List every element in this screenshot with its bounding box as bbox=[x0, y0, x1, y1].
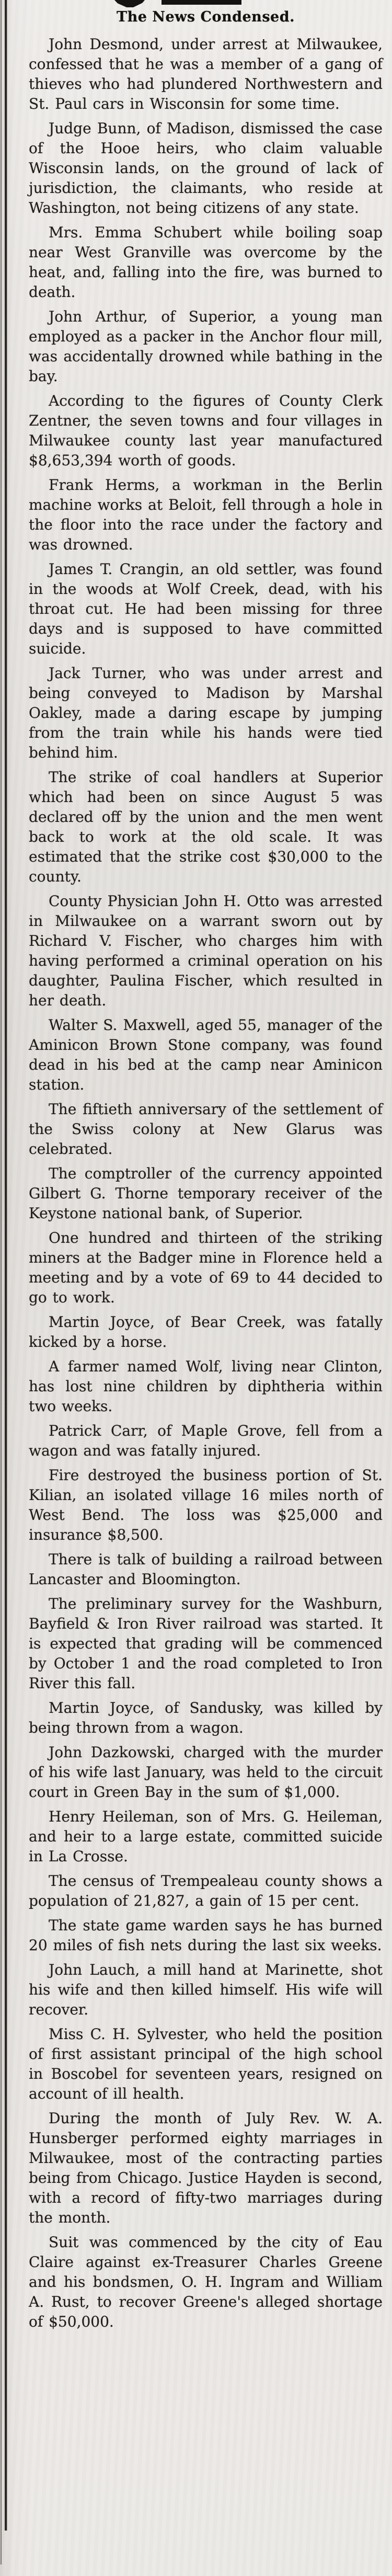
news-paragraph: Suit was commenced by the city of Eau Claire against ex-Treasurer Charles Greene and his bondsmen, O. H. Ingram and William A. Rust, to recover Greene's alleged shortage of $50,000. bbox=[29, 2234, 383, 2330]
news-paragraph: John Dazkowski, charged with the murder of his wife last January, was held to the circuit court in Green Bay in the sum of $1,000. bbox=[29, 1744, 383, 1801]
news-paragraph: Fire destroyed the business portion of St. Kilian, an isolated village 16 miles north of West Bend. The loss was $25,000 and insurance $8,500. bbox=[29, 1467, 383, 1543]
news-paragraph: The comptroller of the currency appointed Gilbert G. Thorne temporary receiver of the Keystone national bank, of Superior. bbox=[29, 1165, 383, 1222]
news-paragraph: During the month of July Rev. W. A. Hunsberger performed eighty marriages in Milwaukee, most of the contracting parties being from Chicago. Justice Hayden is second, with a record of fifty-two marriages during the month. bbox=[29, 2110, 383, 2226]
news-paragraph: Jack Turner, who was under arrest and being conveyed to Madison by Marshal Oakley, made a daring escape by jumping from the train while his hands were tied behind him. bbox=[29, 665, 383, 761]
news-paragraph: The strike of coal handlers at Superior which had been on since August 5 was declared off by the union and the men went back to work at the old scale. It was estimated that the strike cost $30,000 to the county. bbox=[29, 769, 383, 885]
news-paragraph: One hundred and thirteen of the striking miners at the Badger mine in Florence held a meeting and by a vote of 69 to 44 decided to go to work. bbox=[29, 1229, 383, 1306]
news-paragraph: Martin Joyce, of Bear Creek, was fatally kicked by a horse. bbox=[29, 1313, 383, 1350]
news-paragraph: There is talk of building a railroad between Lancaster and Bloomington. bbox=[29, 1551, 383, 1588]
news-paragraph: John Arthur, of Superior, a young man employed as a packer in the Anchor flour mill, was accidentally drowned while bathing in the bay. bbox=[29, 308, 383, 385]
news-paragraph: County Physician John H. Otto was arrested in Milwaukee on a warrant sworn out by Richard V. Fischer, who charges him with having performed a criminal operation on his daughter, Paulina Fischer, which resulted in her death. bbox=[29, 892, 383, 1009]
news-paragraph: The census of Trempealeau county shows a population of 21,827, a gain of 15 per cent. bbox=[29, 1872, 383, 1909]
news-paragraph: The state game warden says he has burned 20 miles of fish nets during the last six weeks. bbox=[29, 1917, 383, 1954]
news-paragraph: John Desmond, under arrest at Milwaukee, confessed that he was a member of a gang of thieves who had plundered Northwestern and St. Paul cars in Wisconsin for some time. bbox=[29, 36, 383, 112]
news-paragraph: Mrs. Emma Schubert while boiling soap near West Granville was overcome by the heat, and, falling into the fire, was burned to death. bbox=[29, 224, 383, 301]
news-paragraph: Judge Bunn, of Madison, dismissed the case of the Hooe heirs, who claim valuable Wisconsin lands, on the ground of lack of jurisdiction, the claimants, who reside at Washington, not being citizens of any state. bbox=[29, 120, 383, 216]
masthead-ornament-icon bbox=[114, 0, 145, 7]
news-paragraph: The fiftieth anniversary of the settlement of the Swiss colony at New Glarus was celebrated. bbox=[29, 1101, 383, 1158]
column-rule bbox=[5, 0, 7, 2531]
news-paragraph: According to the figures of County Clerk Zentner, the seven towns and four villages in Milwaukee county last year manufactured $8,653,394 worth of goods. bbox=[29, 392, 383, 469]
masthead-rule-fragment bbox=[162, 0, 241, 5]
news-paragraph: Martin Joyce, of Sandusky, was killed by being thrown from a wagon. bbox=[29, 1699, 383, 1736]
news-paragraph: The preliminary survey for the Washburn, Bayfield & Iron River railroad was started. It is expected that grading will be commenced by October 1 and the road completed to Iron River this fall. bbox=[29, 1595, 383, 1692]
column-rule-outer bbox=[1, 0, 2, 2564]
news-paragraph: James T. Crangin, an old settler, was found in the woods at Wolf Creek, dead, with his throat cut. He had been missing for three days and is supposed to have committed suicide. bbox=[29, 560, 383, 657]
news-column bbox=[29, 8, 383, 2337]
news-paragraph: Patrick Carr, of Maple Grove, fell from a wagon and was fatally injured. bbox=[29, 1422, 383, 1459]
article-body bbox=[29, 35, 383, 2332]
section-headline: The News Condensed. bbox=[117, 9, 295, 25]
news-paragraph: Henry Heileman, son of Mrs. G. Heileman, and heir to a large estate, committed suicide in La Crosse. bbox=[29, 1808, 383, 1865]
news-paragraph: Frank Herms, a workman in the Berlin machine works at Beloit, fell through a hole in the floor into the race under the factory and was drowned. bbox=[29, 476, 383, 553]
news-paragraph: John Lauch, a mill hand at Marinette, shot his wife and then killed himself. His wife will recover. bbox=[29, 1961, 383, 2018]
news-paragraph: A farmer named Wolf, living near Clinton, has lost nine children by diphtheria within two weeks. bbox=[29, 1358, 383, 1415]
news-paragraph: Miss C. H. Sylvester, who held the position of first assistant principal of the high school in Boscobel for seventeen years, resigned on account of ill health. bbox=[29, 2025, 383, 2102]
news-paragraph: Walter S. Maxwell, aged 55, manager of the Aminicon Brown Stone company, was found dead in his bed at the camp near Aminicon station. bbox=[29, 1016, 383, 1093]
